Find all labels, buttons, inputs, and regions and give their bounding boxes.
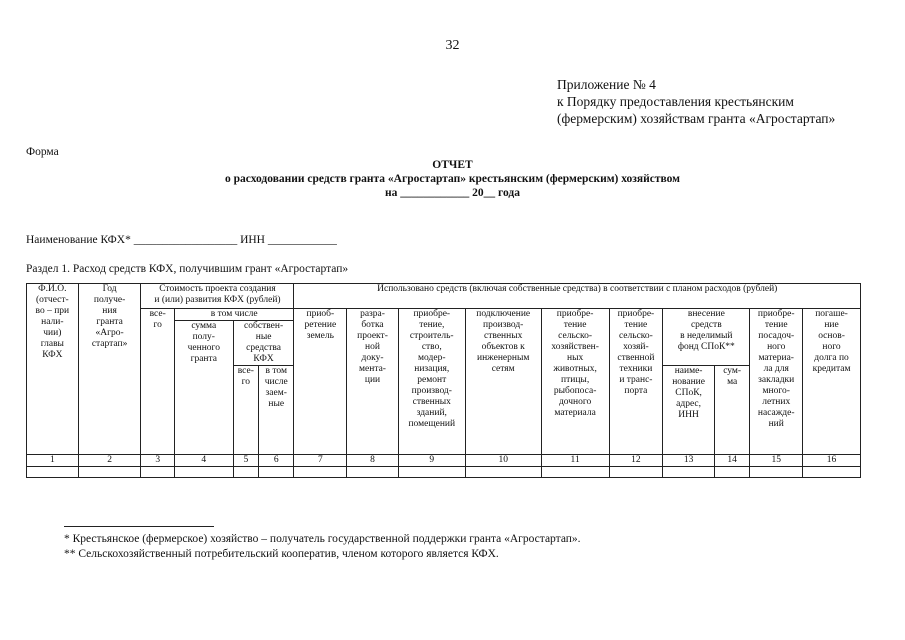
empty-cell bbox=[663, 467, 715, 478]
header-buildings: приобре- тение, строитель- ство, модер- низация, ремонт производ- ственных зданий, помещений bbox=[398, 309, 465, 455]
appendix-line-2: к Порядку предоставления крестьянским bbox=[557, 94, 794, 109]
column-number: 1 bbox=[27, 455, 79, 467]
section-title: Раздел 1. Расход средств КФХ, получившим грант «Агростартап» bbox=[26, 263, 349, 275]
appendix-line-3: (фермерским) хозяйствам гранта «Агростартап» bbox=[557, 111, 836, 126]
kfx-name-inn-line: Наименование КФХ* __________________ ИНН ____________ bbox=[26, 234, 337, 246]
page-number: 32 bbox=[445, 38, 460, 53]
header-cost-total: все- го bbox=[141, 309, 174, 455]
column-number: 6 bbox=[259, 455, 294, 467]
empty-cell bbox=[347, 467, 399, 478]
empty-cell bbox=[609, 467, 663, 478]
header-land: приоб- ретение земель bbox=[294, 309, 347, 455]
header-project-cost: Стоимость проекта создания и (или) развития КФХ (рублей) bbox=[141, 284, 294, 309]
header-utilities: подключение производ- ственных объектов к инженерным сетям bbox=[465, 309, 541, 455]
header-own-funds: собствен- ные средства КФХ bbox=[233, 321, 294, 366]
appendix-header bbox=[557, 76, 835, 127]
header-grant-sum: сумма полу- ченного гранта bbox=[174, 321, 233, 455]
empty-cell bbox=[27, 467, 79, 478]
empty-cell bbox=[398, 467, 465, 478]
header-grant-year: Год получе- ния гранта «Агро- стартап» bbox=[78, 284, 141, 455]
column-number: 12 bbox=[609, 455, 663, 467]
empty-cell bbox=[78, 467, 141, 478]
empty-cell bbox=[714, 467, 749, 478]
footnote-1: * Крестьянское (фермерское) хозяйство – получатель государственной поддержки гранта «Агростартап». bbox=[64, 533, 581, 545]
empty-cell bbox=[259, 467, 294, 478]
column-number: 7 bbox=[294, 455, 347, 467]
report-date-line: на ____________ 20__ года bbox=[385, 187, 520, 199]
column-numbers-row bbox=[27, 455, 861, 467]
empty-cell bbox=[541, 467, 609, 478]
header-own-borrowed: в том числе заем- ные bbox=[259, 366, 294, 455]
column-number: 2 bbox=[78, 455, 141, 467]
column-number: 8 bbox=[347, 455, 399, 467]
empty-cell bbox=[803, 467, 861, 478]
column-number: 10 bbox=[465, 455, 541, 467]
empty-cell bbox=[141, 467, 174, 478]
header-animals: приобре- тение сельско- хозяйствен- ных животных, птицы, рыбопоса- дочного материала bbox=[541, 309, 609, 455]
footnote-2: ** Сельскохозяйственный потребительский кооператив, членом которого является КФХ. bbox=[64, 548, 499, 560]
column-number: 3 bbox=[141, 455, 174, 467]
header-spok-name: наиме- нование СПоК, адрес, ИНН bbox=[663, 366, 715, 455]
column-number: 11 bbox=[541, 455, 609, 467]
empty-cell bbox=[233, 467, 258, 478]
header-machinery: приобре- тение сельско- хозяй- ственной техники и транс- порта bbox=[609, 309, 663, 455]
report-subtitle: о расходовании средств гранта «Агростартап» крестьянским (фермерским) хозяйством bbox=[224, 173, 681, 185]
column-number: 4 bbox=[174, 455, 233, 467]
column-number: 9 bbox=[398, 455, 465, 467]
header-including: в том числе bbox=[174, 309, 294, 321]
column-number: 15 bbox=[750, 455, 803, 467]
header-spok-sum: сум- ма bbox=[714, 366, 749, 455]
column-number: 16 bbox=[803, 455, 861, 467]
footnote-rule bbox=[64, 526, 214, 527]
report-title-block bbox=[0, 158, 905, 200]
expense-table bbox=[26, 283, 861, 478]
header-used-funds: Использовано средств (включая собственные средства) в соответствии с планом расходов (рублей) bbox=[294, 284, 861, 309]
empty-data-row bbox=[27, 467, 861, 478]
header-debt: погаше- ние основ- ного долга по кредитам bbox=[803, 309, 861, 455]
empty-cell bbox=[294, 467, 347, 478]
header-spok-fund: внесение средств в неделимый фонд СПоК** bbox=[663, 309, 750, 366]
empty-cell bbox=[465, 467, 541, 478]
footnotes bbox=[64, 532, 581, 562]
column-number: 13 bbox=[663, 455, 715, 467]
header-own-total: все- го bbox=[233, 366, 258, 455]
form-label: Форма bbox=[26, 146, 59, 158]
column-number: 5 bbox=[233, 455, 258, 467]
header-fio: Ф.И.О. (отчест- во – при нали- чии) главы КФХ bbox=[27, 284, 79, 455]
header-design-docs: разра- ботка проект- ной доку- мента- ции bbox=[347, 309, 399, 455]
column-number: 14 bbox=[714, 455, 749, 467]
header-planting: приобре- тение посадоч- ного материа- ла для закладки много- летних насажде- ний bbox=[750, 309, 803, 455]
report-title: ОТЧЕТ bbox=[432, 159, 473, 171]
empty-cell bbox=[750, 467, 803, 478]
appendix-line-1: Приложение № 4 bbox=[557, 77, 656, 92]
empty-cell bbox=[174, 467, 233, 478]
